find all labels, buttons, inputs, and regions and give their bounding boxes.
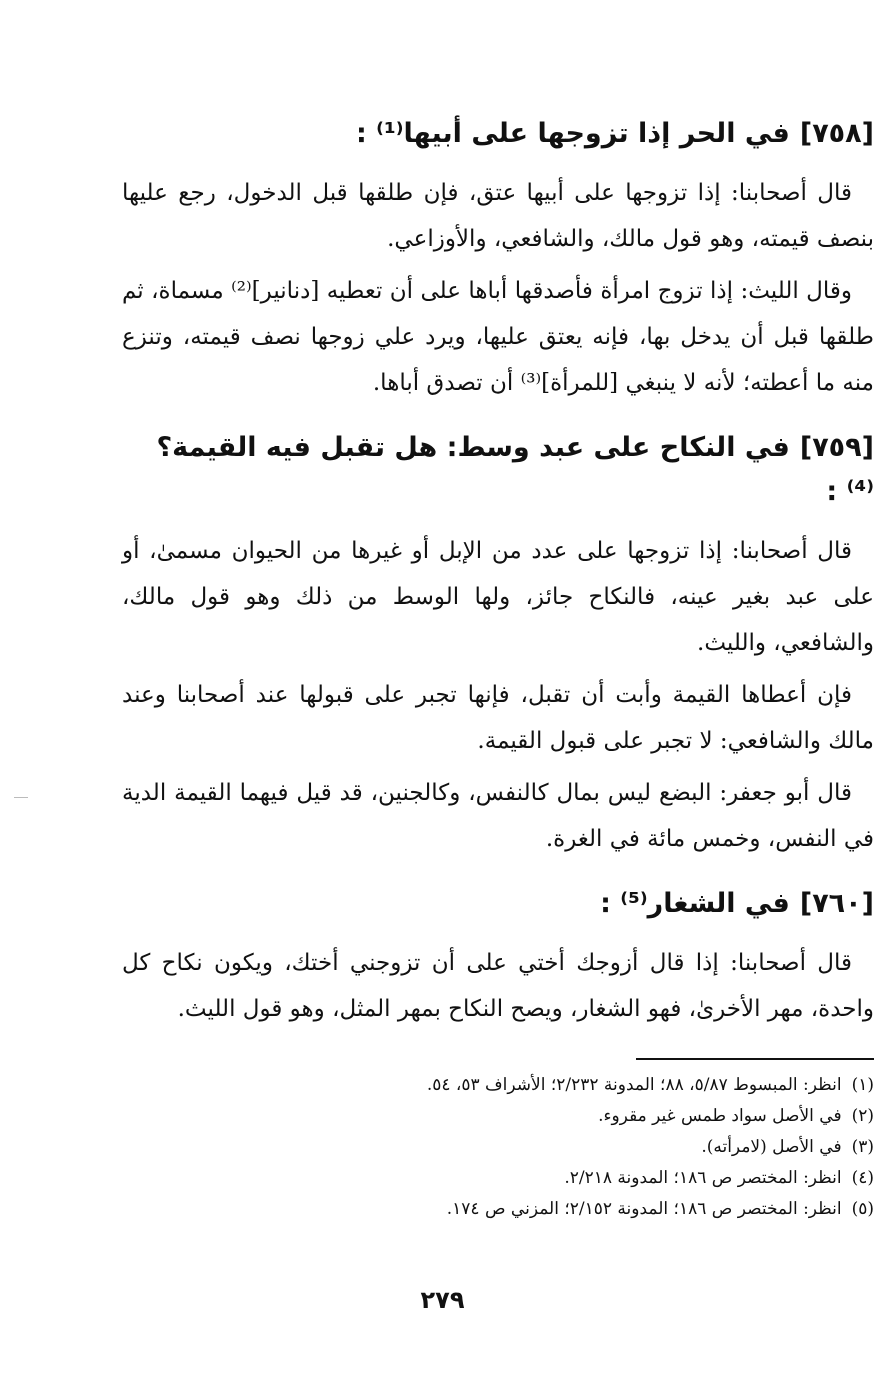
footnote-text: انظر: المبسوط ٥/٨٧، ٨٨؛ المدونة ٢/٢٣٢؛ الأشراف ٥٣، ٥٤.: [426, 1075, 842, 1095]
footnote-number: (٣): [851, 1137, 874, 1157]
section-title: في النكاح على عبد وسط: هل تقبل فيه القيمة؟ ⁽⁴⁾ :: [156, 432, 874, 507]
section-number: [٧٥٩]: [799, 432, 874, 463]
section-number: [٧٥٨]: [799, 118, 874, 149]
section-heading: [122, 426, 874, 514]
paragraph: قال أبو جعفر: البضع ليس بمال كالنفس، وكالجنين، قد قيل فيهما القيمة الدية في النفس، وخمس مائة في الغرة.: [122, 780, 874, 852]
paragraph: قال أصحابنا: إذا قال أزوجك أختي على أن تزوجني أختك، ويكون نكاح كل واحدة، مهر الأخرىٰ، فهو الشغار، ويصح النكاح بمهر المثل، وهو قول الليث.: [122, 950, 874, 1022]
footnotes: [300, 1058, 874, 1225]
paragraph: وقال الليث: إذا تزوج امرأة فأصدقها أباها على أن تعطيه [دنانير]⁽²⁾ مسماة، ثم طلقها قبل أن يدخل بها، فإنه يعتق عليها، ويرد علي زوجها نصف قيمته، وتنزع منه ما أعطته؛ لأنه لا ينبغي [للمرأة]⁽³⁾ أن تصدق أباها.: [122, 278, 874, 396]
section-number: [٧٦٠]: [799, 888, 874, 919]
footnote-number: (٢): [851, 1106, 874, 1126]
footnote-text: انظر: المختصر ص ١٨٦؛ المدونة ٢/١٥٢؛ المزني ص ١٧٤.: [446, 1199, 842, 1219]
page-body: [122, 112, 874, 1052]
section-heading: [122, 112, 874, 156]
footnote-divider: [636, 1058, 874, 1060]
scan-speck: [14, 797, 28, 798]
footnote-number: (٥): [851, 1199, 874, 1219]
paragraph: فإن أعطاها القيمة وأبت أن تقبل، فإنها تجبر على قبولها عند أصحابنا وعند مالك والشافعي: لا تجبر على قبول القيمة.: [122, 682, 874, 754]
footnote-number: (٤): [851, 1168, 874, 1188]
footnote: [300, 1194, 874, 1225]
footnote: [300, 1101, 874, 1132]
paragraph: قال أصحابنا: إذا تزوجها على أبيها عتق، فإن طلقها قبل الدخول، رجع عليها بنصف قيمته، وهو قول مالك، والشافعي، والأوزاعي.: [122, 180, 874, 252]
section-title: في الحر إذا تزوجها على أبيها⁽¹⁾ :: [355, 118, 790, 149]
footnote-text: في الأصل (لامرأته).: [701, 1137, 842, 1157]
section-759: [122, 426, 874, 862]
footnote: [300, 1132, 874, 1163]
section-758: [122, 112, 874, 406]
footnote-number: (١): [851, 1075, 874, 1095]
footnote-text: انظر: المختصر ص ١٨٦؛ المدونة ٢/٢١٨.: [564, 1168, 842, 1188]
footnote: [300, 1070, 874, 1101]
page-number: ٢٧٩: [420, 1286, 465, 1314]
footnote-text: في الأصل سواد طمس غير مقروء.: [598, 1106, 842, 1126]
paragraph: قال أصحابنا: إذا تزوجها على عدد من الإبل أو غيرها من الحيوان مسمىٰ، أو على عبد بغير عينه، فالنكاح جائز، ولها الوسط من ذلك وهو قول مالك، والشافعي، والليث.: [122, 538, 874, 656]
footnote: [300, 1163, 874, 1194]
section-title: في الشغار⁽⁵⁾ :: [600, 888, 790, 919]
section-760: [122, 882, 874, 1032]
section-heading: [122, 882, 874, 926]
